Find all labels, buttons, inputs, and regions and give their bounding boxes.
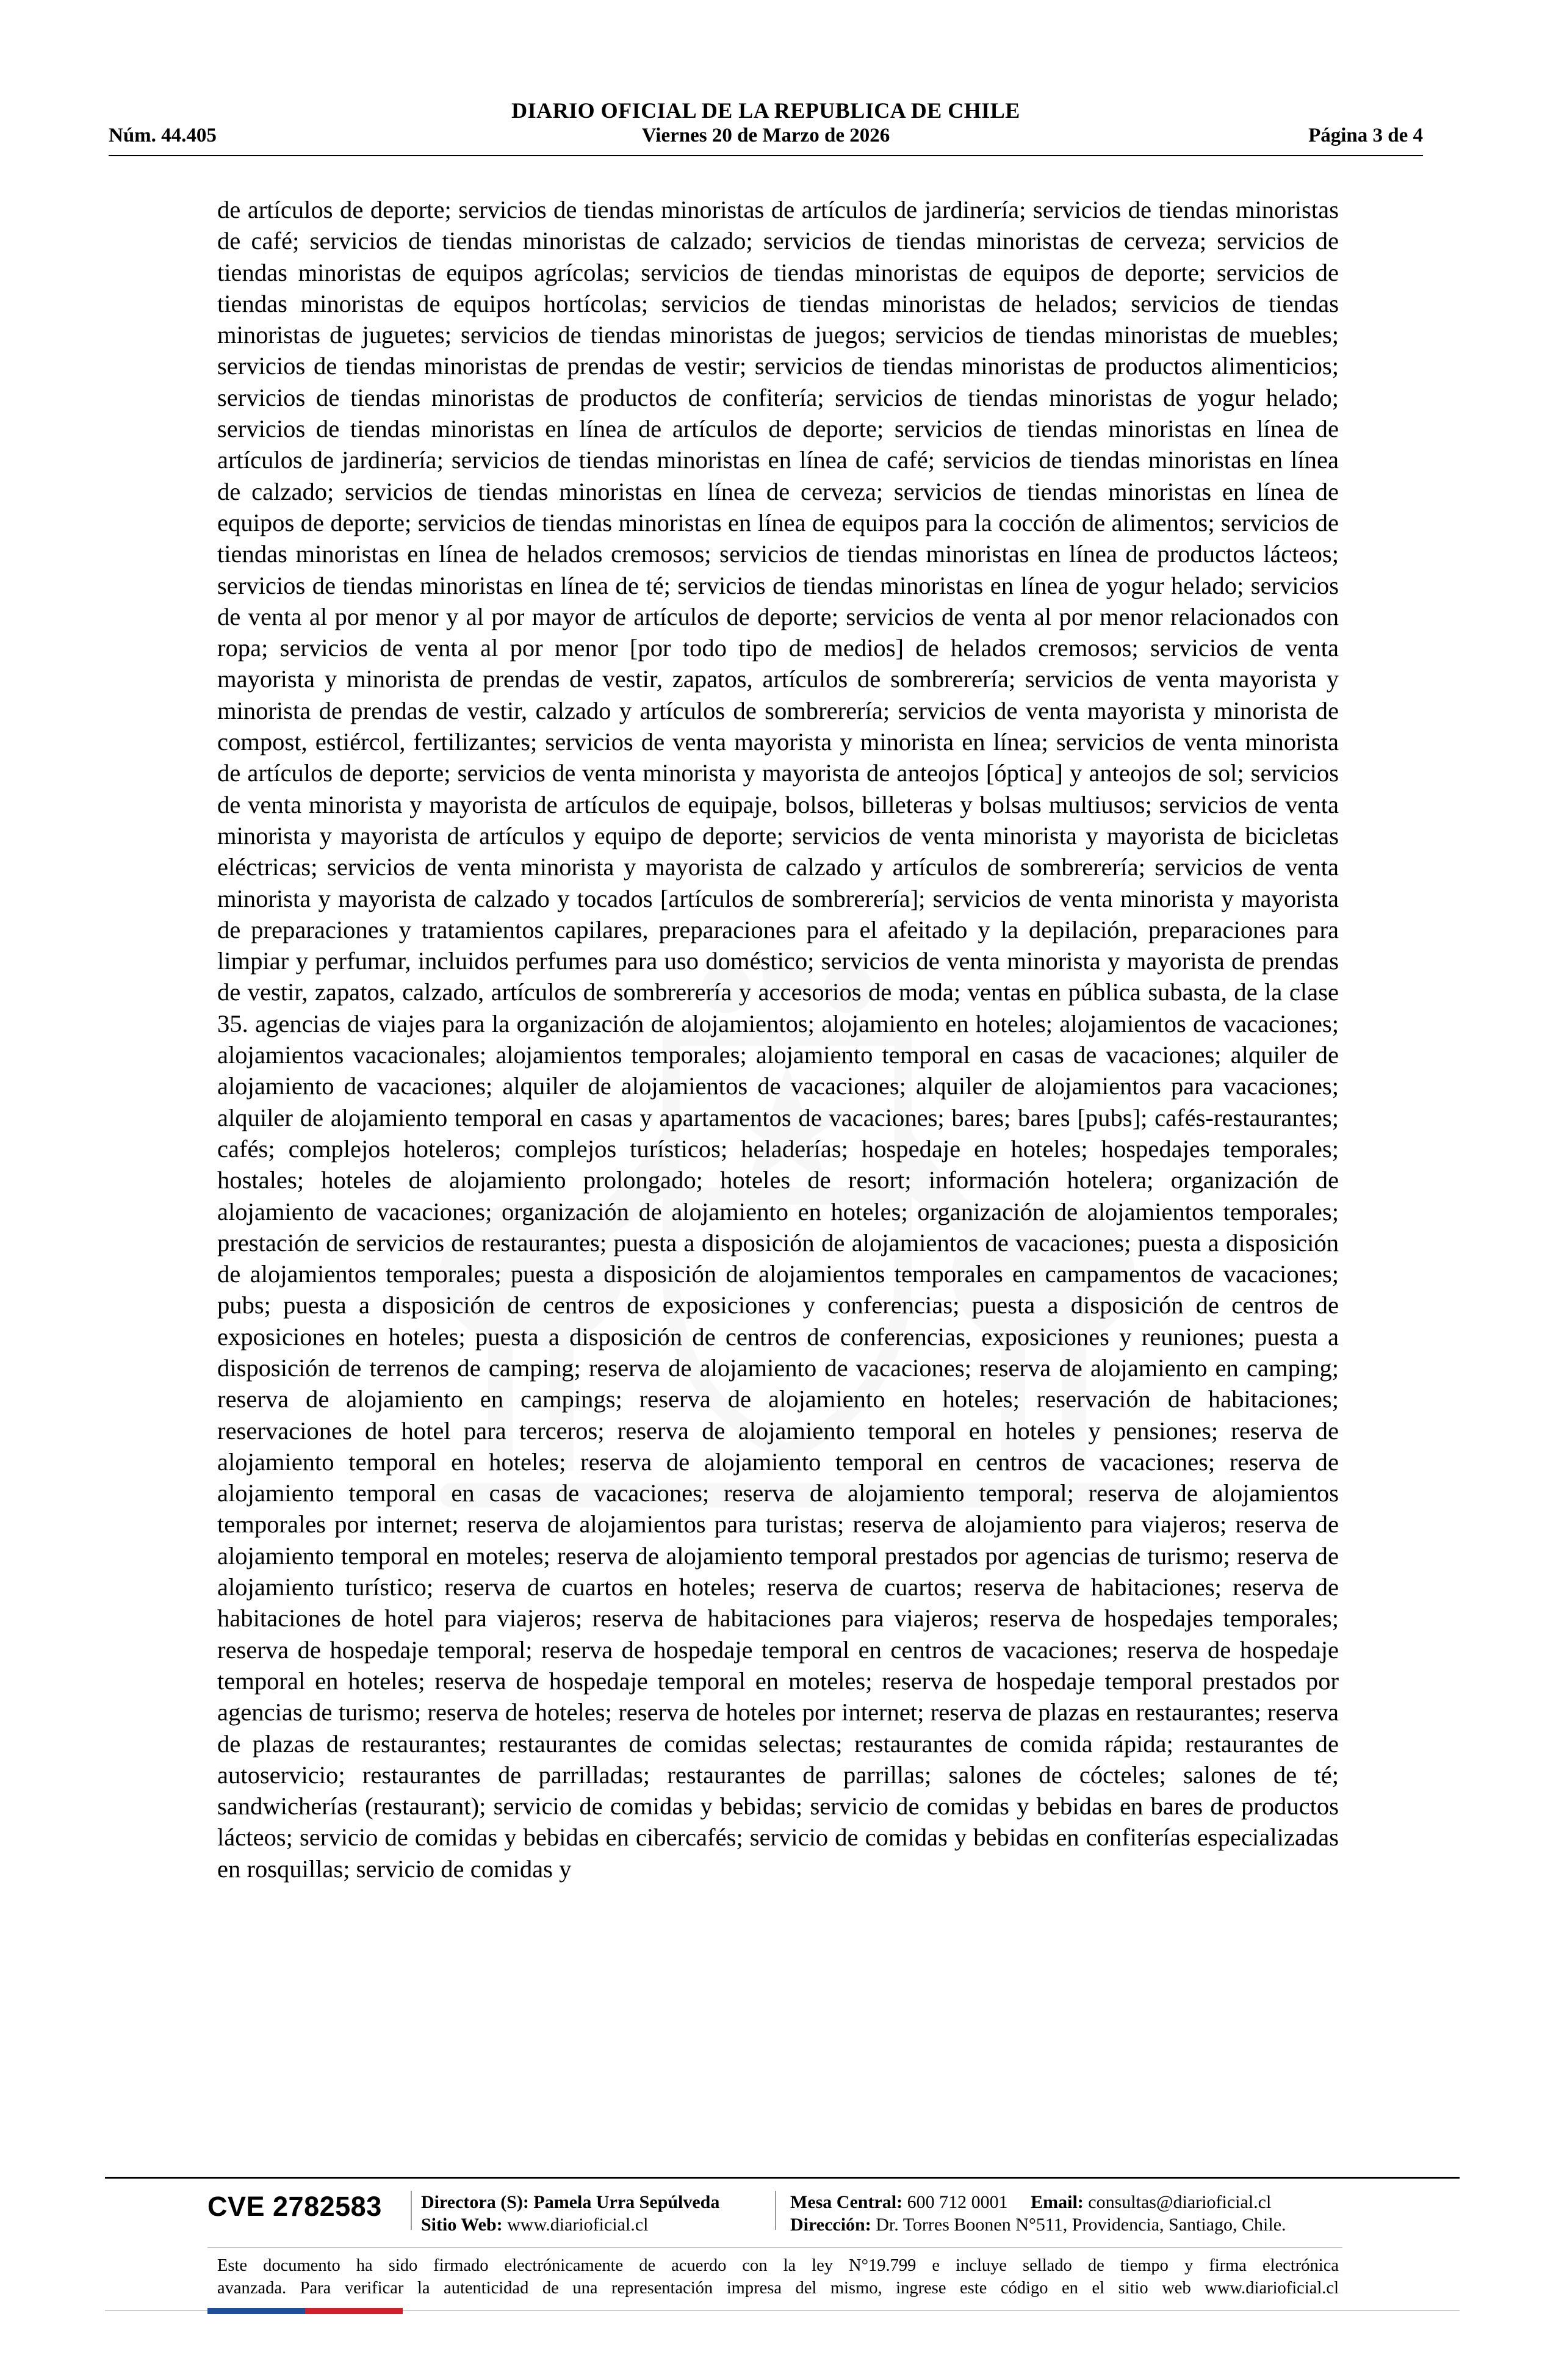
address-line [790, 2213, 1286, 2236]
email-label: Email: [1031, 2192, 1084, 2212]
footer-divider-middle [207, 2247, 1342, 2248]
contact-line [790, 2191, 1286, 2213]
website-label: Sitio Web: [421, 2215, 503, 2235]
page-indicator: Página 3 de 4 [1308, 124, 1423, 146]
flag-stripe-red [305, 2308, 403, 2314]
footer-publisher-info [421, 2191, 719, 2236]
legal-notice [217, 2254, 1339, 2299]
email-link[interactable]: consultas@diarioficial.cl [1088, 2192, 1272, 2212]
header-divider [109, 155, 1423, 156]
flag-stripe-blue [207, 2308, 305, 2314]
cve-code: CVE 2782583 [207, 2191, 382, 2222]
website-link[interactable]: www.diarioficial.cl [507, 2215, 649, 2235]
document-body [217, 194, 1339, 1884]
footer-separator [775, 2191, 776, 2230]
director-name: Pamela Urra Sepúlveda [533, 2192, 720, 2212]
issue-date: Viernes 20 de Marzo de 2026 [641, 124, 890, 146]
phone-value: 600 712 0001 [907, 2192, 1008, 2212]
legal-notice-line: Este documento ha sido firmado electrónicamente de acuerdo con la ley N°19.799 e incluye sellado de tiempo y firma electrónica [217, 2256, 1339, 2275]
footer-divider-top [105, 2177, 1460, 2179]
body-paragraph: de artículos de deporte; servicios de tiendas minoristas de artículos de jardinería; servicios de tiendas minoristas de café; servicios de tiendas minoristas de calzado; servicios de tiendas minoristas de cerveza; servicios de tiendas minoristas de equipos agrícolas; servicios de tiendas minoristas de equipos de deporte; servicios de tiendas minoristas de equipos hortícolas; servicios de tiendas minoristas de helados; servicios de tiendas minoristas de juguetes; servicios de tiendas minoristas de juegos; servicios de tiendas minoristas de muebles; servicios de tiendas minoristas de prendas de vestir; servicios de tiendas minoristas de productos alimenticios; servicios de tiendas minoristas de productos de confitería; servicios de tiendas minoristas de yogur helado; servicios de tiendas minoristas en línea de artículos de deporte; servicios de tiendas minoristas en línea de artículos de jardinería; servicios de tiendas minoristas en línea de café; servicios de tiendas minoristas en línea de calzado; servicios de tiendas minoristas en línea de cerveza; servicios de tiendas minoristas en línea de equipos de deporte; servicios de tiendas minoristas en línea de equipos para la cocción de alimentos; servicios de tiendas minoristas en línea de helados cremosos; servicios de tiendas minoristas en línea de productos lácteos; servicios de tiendas minoristas en línea de té; servicios de tiendas minoristas en línea de yogur helado; servicios de venta al por menor y al por mayor de artículos de deporte; servicios de venta al por menor relacionados con ropa; servicios de venta al por menor [por todo tipo de medios] de helados cremosos; servicios de venta mayorista y minorista de prendas de vestir, zapatos, artículos de sombrerería; servicios de venta mayorista y minorista de prendas de vestir, calzado y artículos de sombrerería; servicios de venta mayorista y minorista de compost, estiércol, fertilizantes; servicios de venta mayorista y minorista en línea; servicios de venta minorista de artículos de deporte; servicios de venta minorista y mayorista de anteojos [óptica] y anteojos de sol; servicios de venta minorista y mayorista de artículos de equipaje, bolsos, billeteras y bolsas multiusos; servicios de venta minorista y mayorista de artículos y equipo de deporte; servicios de venta minorista y mayorista de bicicletas eléctricas; servicios de venta minorista y mayorista de calzado y artículos de sombrerería; servicios de venta minorista y mayorista de calzado y tocados [artículos de sombrerería]; servicios de venta minorista y mayorista de preparaciones y tratamientos capilares, preparaciones para el afeitado y la depilación, preparaciones para limpiar y perfumar, incluidos perfumes para uso doméstico; servicios de venta minorista y mayorista de prendas de vestir, zapatos, calzado, artículos de sombrerería y accesorios de moda; ventas en pública subasta, de la clase 35. agencias de viajes para la organización de alojamientos; alojamiento en hoteles; alojamientos de vacaciones; alojamientos vacacionales; alojamientos temporales; alojamiento temporal en casas de vacaciones; alquiler de alojamiento de vacaciones; alquiler de alojamientos de vacaciones; alquiler de alojamientos para vacaciones; alquiler de alojamiento temporal en casas y apartamentos de vacaciones; bares; bares [pubs]; cafés-restaurantes; cafés; complejos hoteleros; complejos turísticos; heladerías; hospedaje en hoteles; hospedajes temporales; hostales; hoteles de alojamiento prolongado; hoteles de resort; información hotelera; organización de alojamiento de vacaciones; organización de alojamiento en hoteles; organización de alojamientos temporales; prestación de servicios de restaurantes; puesta a disposición de alojamientos de vacaciones; puesta a disposición de alojamientos temporales; puesta a disposición de alojamientos temporales en campamentos de vacaciones; pubs; puesta a disposición de centros de exposiciones y conferencias; puesta a disposición de centros de exposiciones en hoteles; puesta a disposición de centros de conferencias, exposiciones y reuniones; puesta a disposición de terrenos de camping; reserva de alojamiento de vacaciones; reserva de alojamiento en camping; reserva de alojamiento en campings; reserva de alojamiento en hoteles; reservación de habitaciones; reservaciones de hotel para terceros; reserva de alojamiento temporal en hoteles y pensiones; reserva de alojamiento temporal en hoteles; reserva de alojamiento temporal en centros de vacaciones; reserva de alojamiento temporal en casas de vacaciones; reserva de alojamiento temporal; reserva de alojamientos temporales por internet; reserva de alojamientos para turistas; reserva de alojamiento para viajeros; reserva de alojamiento temporal en moteles; reserva de alojamiento temporal prestados por agencias de turismo; reserva de alojamiento turístico; reserva de cuartos en hoteles; reserva de cuartos; reserva de habitaciones; reserva de habitaciones de hotel para viajeros; reserva de habitaciones para viajeros; reserva de hospedajes temporales; reserva de hospedaje temporal; reserva de hospedaje temporal en centros de vacaciones; reserva de hospedaje temporal en hoteles; reserva de hospedaje temporal en moteles; reserva de hospedaje temporal prestados por agencias de turismo; reserva de hoteles; reserva de hoteles por internet; reserva de plazas en restaurantes; reserva de plazas de restaurantes; restaurantes de comidas selectas; restaurantes de comida rápida; restaurantes de autoservicio; restaurantes de parrilladas; restaurantes de parrillas; salones de cócteles; salones de té; sandwicherías (restaurant); servicio de comidas y bebidas; servicio de comidas y bebidas en bares de productos lácteos; servicio de comidas y bebidas en cibercafés; servicio de comidas y bebidas en confiterías especializadas en rosquillas; servicio de comidas y [217, 196, 1339, 1883]
page-header [109, 92, 1423, 159]
footer-contact-info [790, 2191, 1286, 2236]
director-label: Directora (S): [421, 2192, 529, 2212]
newspaper-title: DIARIO OFICIAL DE LA REPUBLICA DE CHILE [511, 98, 1020, 123]
issue-number: Núm. 44.405 [109, 124, 217, 146]
address-label: Dirección: [790, 2215, 871, 2235]
website-line [421, 2213, 719, 2236]
footer-separator [411, 2191, 412, 2230]
address-value: Dr. Torres Boonen N°511, Providencia, Santiago, Chile. [876, 2215, 1286, 2235]
director-line [421, 2191, 719, 2213]
legal-notice-line: avanzada. Para verificar la autenticidad de una representación impresa del mismo, ingrese este código en el sitio web www.diarioficial.cl [217, 2279, 1339, 2298]
phone-label: Mesa Central: [790, 2192, 903, 2212]
